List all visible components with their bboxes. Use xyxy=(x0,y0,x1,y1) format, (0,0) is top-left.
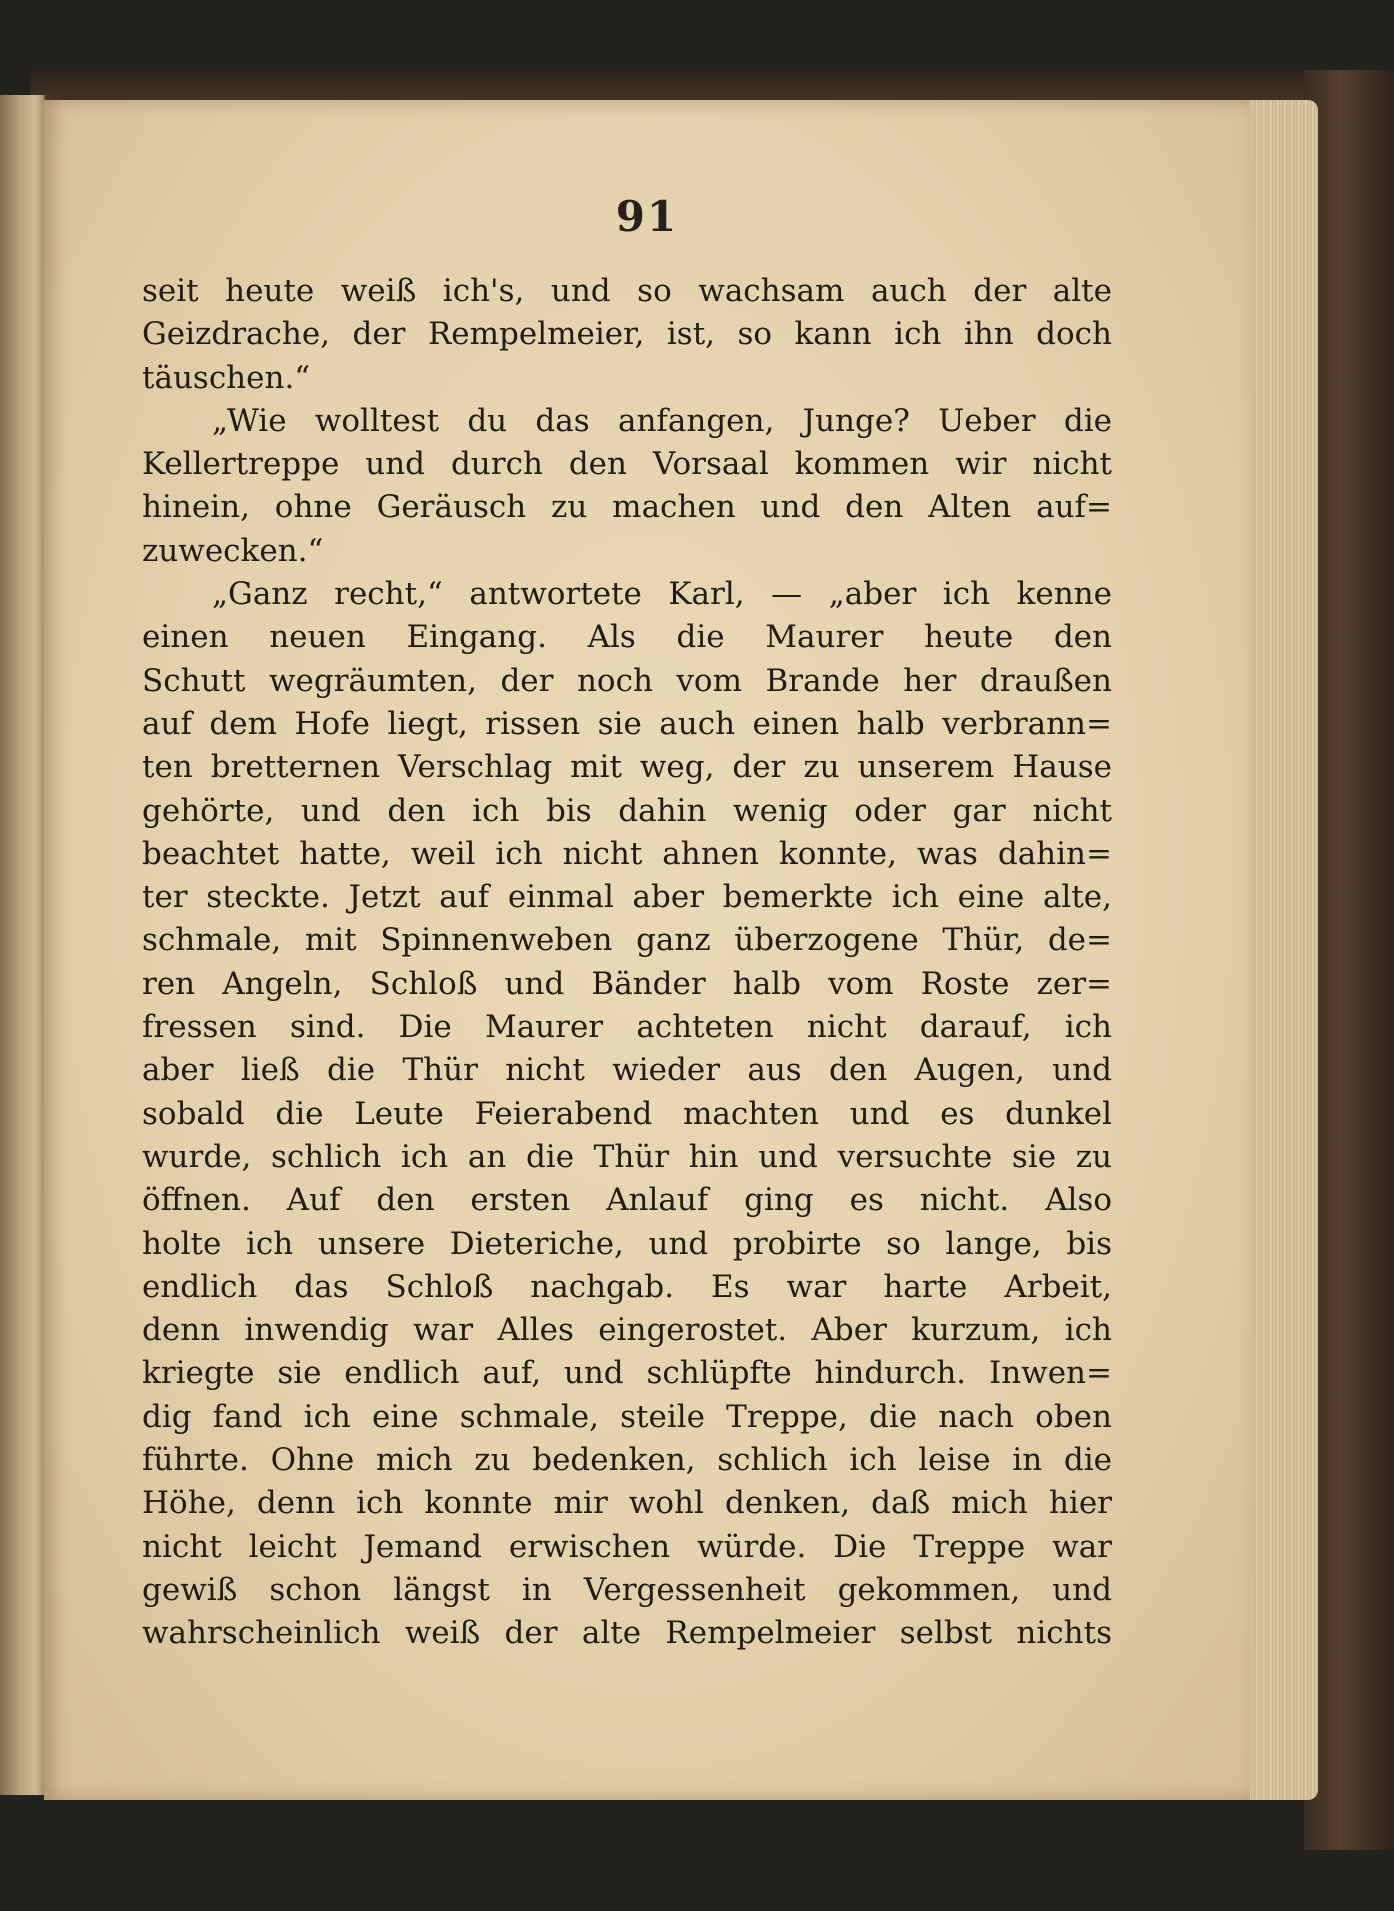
text-line: Höhe, denn ich konnte mir wohl denken, daß mich hier xyxy=(142,1485,1112,1522)
left-page-margin xyxy=(0,95,46,1795)
text-line: gehörte, und den ich bis dahin wenig oder gar nicht xyxy=(142,792,1112,829)
text-line: auf dem Hofe liegt, rissen sie auch einen halb verbrann= xyxy=(142,705,1112,742)
text-line: wahrscheinlich weiß der alte Rempelmeier selbst nichts xyxy=(142,1615,1112,1652)
text-line: zuwecken.“ xyxy=(142,532,324,569)
text-line: täuschen.“ xyxy=(142,359,311,396)
text-line: Kellertreppe und durch den Vorsaal kommen wir nicht xyxy=(142,446,1112,483)
text-block xyxy=(142,270,1112,1656)
text-line: Geizdrache, der Rempelmeier, ist, so kann ich ihn doch xyxy=(142,316,1112,353)
text-line: sobald die Leute Feierabend machten und es dunkel xyxy=(142,1095,1112,1132)
text-line: aber ließ die Thür nicht wieder aus den Augen, und xyxy=(142,1052,1112,1089)
text-line: hinein, ohne Geräusch zu machen und den Alten auf= xyxy=(142,489,1112,526)
text-line: fressen sind. Die Maurer achteten nicht darauf, ich xyxy=(142,1009,1112,1046)
book-page xyxy=(44,100,1250,1800)
text-line: „Ganz recht,“ antwortete Karl, — „aber ich kenne xyxy=(212,576,1112,613)
text-line: nicht leicht Jemand erwischen würde. Die Treppe war xyxy=(142,1528,1112,1565)
text-line: denn inwendig war Alles eingerostet. Aber kurzum, ich xyxy=(142,1312,1112,1349)
text-line: öffnen. Auf den ersten Anlauf ging es nicht. Also xyxy=(142,1182,1112,1219)
text-line: wurde, schlich ich an die Thür hin und versuchte sie zu xyxy=(142,1138,1112,1175)
text-line: holte ich unsere Dieteriche, und probirte so lange, bis xyxy=(142,1225,1112,1262)
text-line: dig fand ich eine schmale, steile Treppe, die nach oben xyxy=(142,1398,1112,1435)
text-line: kriegte sie endlich auf, und schlüpfte hindurch. Inwen= xyxy=(142,1355,1112,1392)
text-line: Schutt wegräumten, der noch vom Brande her draußen xyxy=(142,662,1112,699)
text-line: endlich das Schloß nachgab. Es war harte Arbeit, xyxy=(142,1268,1112,1305)
text-line: gewiß schon längst in Vergessenheit gekommen, und xyxy=(142,1571,1112,1608)
page-edges xyxy=(1238,100,1318,1800)
page-number: 91 xyxy=(615,192,679,241)
text-line: ren Angeln, Schloß und Bänder halb vom Roste zer= xyxy=(142,965,1112,1002)
text-line: einen neuen Eingang. Als die Maurer heute den xyxy=(142,619,1112,656)
text-line: beachtet hatte, weil ich nicht ahnen konnte, was dahin= xyxy=(142,835,1112,872)
text-line: ten bretternen Verschlag mit weg, der zu unserem Hause xyxy=(142,749,1112,786)
text-line: ter steckte. Jetzt auf einmal aber bemerkte ich eine alte, xyxy=(142,879,1112,916)
text-line: seit heute weiß ich's, und so wachsam auch der alte xyxy=(142,273,1112,309)
text-line: „Wie wolltest du das anfangen, Junge? Ueber die xyxy=(212,402,1112,439)
text-line: schmale, mit Spinnenweben ganz überzogene Thür, de= xyxy=(142,922,1112,959)
text-line: führte. Ohne mich zu bedenken, schlich ich leise in die xyxy=(142,1442,1112,1479)
